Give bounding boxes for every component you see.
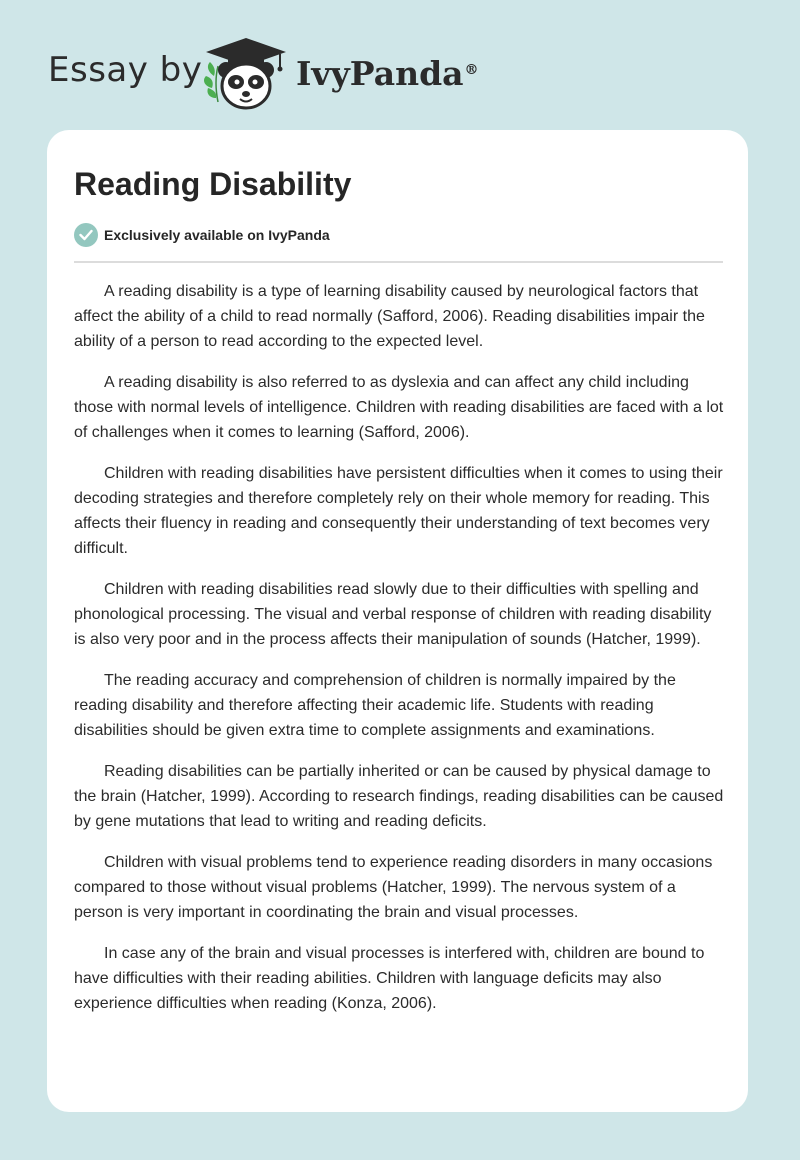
brand-name[interactable] <box>296 54 479 94</box>
paragraph: The reading accuracy and comprehension of children is normally impaired by the reading disability and therefore affecting their academic life. Students with reading disabilities should be given extra time to complete assignments and examinations. <box>74 672 676 739</box>
exclusive-badge <box>74 222 330 248</box>
paragraph: A reading disability is also referred to as dyslexia and can affect any child including those with normal levels of intelligence. Children with reading disabilities are faced with a lot of challenges when it comes to learning (Safford, 2006). <box>74 374 724 441</box>
paragraph: Reading disabilities can be partially inherited or can be caused by physical damage to the brain (Hatcher, 1999). According to research findings, reading disabilities can be caused by gene mutations that lead to writing and reading deficits. <box>74 763 724 830</box>
divider <box>74 261 723 263</box>
check-circle-icon <box>74 223 98 247</box>
paragraph: Children with visual problems tend to experience reading disorders in many occasions compared to those without visual problems (Hatcher, 1999). The nervous system of a person is very important in coordinating the brain and visual processes. <box>74 854 713 921</box>
registered-mark: ® <box>464 62 479 78</box>
paragraph: A reading disability is a type of learning disability caused by neurological factors that affect the ability of a child to read normally (Safford, 2006). Reading disabilities impair the ability of a person to read according to the expected level. <box>74 283 705 350</box>
essay-card <box>47 130 748 1112</box>
page-title: Reading Disability <box>74 166 352 202</box>
brand-name-text: IvyPanda <box>296 54 464 93</box>
ivypanda-logo-icon[interactable] <box>200 36 292 112</box>
site-header <box>0 0 800 120</box>
paragraph: Children with reading disabilities read slowly due to their difficulties with spelling and phonological processing. The visual and verbal response of children with reading disability is also very poor and in the process affects their manipulation of sounds (Hatcher, 1999). <box>74 581 712 648</box>
exclusive-label: Exclusively available on IvyPanda <box>104 227 330 243</box>
essay-body <box>74 279 726 1032</box>
paragraph: In case any of the brain and visual processes is interfered with, children are bound to have difficulties with their reading abilities. Children with language deficits may also experience difficulties when reading (Konza, 2006). <box>74 945 705 1012</box>
paragraph: Children with reading disabilities have persistent difficulties when it comes to using their decoding strategies and therefore completely rely on their whole memory for reading. This affects their fluency in reading and consequently their understanding of text becomes very difficult. <box>74 465 723 557</box>
essay-by-label: Essay by <box>48 50 203 90</box>
